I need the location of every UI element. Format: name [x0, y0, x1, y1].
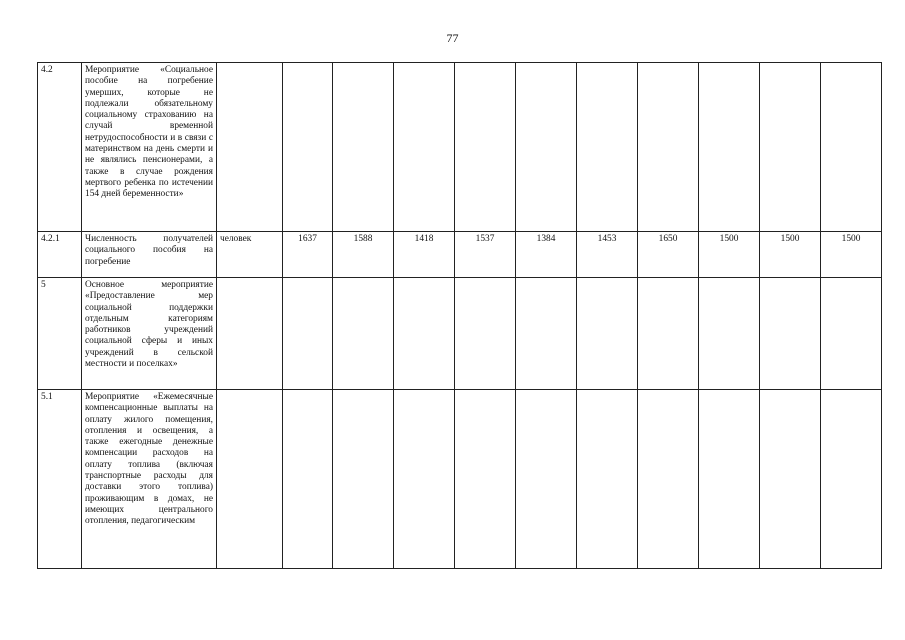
row-unit — [217, 390, 283, 569]
value-cell — [283, 278, 333, 390]
value-cell — [638, 390, 699, 569]
value-cell — [394, 390, 455, 569]
value-cell — [516, 278, 577, 390]
value-cell — [577, 278, 638, 390]
value-cell — [394, 278, 455, 390]
value-cell — [577, 390, 638, 569]
value-cell: 1537 — [455, 232, 516, 278]
table-row — [38, 390, 882, 569]
value-cell: 1453 — [577, 232, 638, 278]
value-cell — [455, 63, 516, 232]
row-unit: человек — [217, 232, 283, 278]
row-code: 5 — [38, 278, 82, 390]
value-cell: 1418 — [394, 232, 455, 278]
row-description: Основное мероприятие «Предоставление мер социальной поддержки отдельным категориям работников учреждений социальной сферы и иных учреждений в сельской местности и поселках» — [82, 278, 217, 390]
row-description: Мероприятие «Социальное пособие на погребение умерших, которые не подлежали обязательному социальному страхованию на случай временной нетрудоспособности и в связи с материнством на день смерти и не являлись пенсионерами, а также в случае рождения мертвого ребенка по истечении 154 дней беременности» — [82, 63, 217, 232]
value-cell — [638, 278, 699, 390]
value-cell: 1637 — [283, 232, 333, 278]
value-cell — [821, 390, 882, 569]
value-cell — [821, 63, 882, 232]
value-cell — [699, 278, 760, 390]
page-number: 77 — [446, 31, 459, 45]
value-cell — [455, 390, 516, 569]
value-cell: 1500 — [699, 232, 760, 278]
value-cell: 1650 — [638, 232, 699, 278]
value-cell — [699, 390, 760, 569]
value-cell — [699, 63, 760, 232]
row-code: 5.1 — [38, 390, 82, 569]
row-code: 4.2 — [38, 63, 82, 232]
row-description: Мероприятие «Ежемесячные компенсационные выплаты на оплату жилого помещения, отопления и освещения, а также ежегодные денежные компенсации расходов на оплату топлива (включая транспортные расходы для доставки этого топлива) проживающим в домах, не имеющих центрального отопления, педагогическим — [82, 390, 217, 569]
value-cell: 1588 — [333, 232, 394, 278]
value-cell — [283, 390, 333, 569]
row-description: Численность получателей социального пособия на погребение — [82, 232, 217, 278]
value-cell: 1384 — [516, 232, 577, 278]
table-row — [38, 63, 882, 232]
indicator-table — [37, 62, 882, 569]
row-unit — [217, 63, 283, 232]
row-code: 4.2.1 — [38, 232, 82, 278]
value-cell — [577, 63, 638, 232]
value-cell — [455, 278, 516, 390]
value-cell — [760, 278, 821, 390]
value-cell — [283, 63, 333, 232]
table-row — [38, 278, 882, 390]
value-cell — [516, 63, 577, 232]
value-cell — [638, 63, 699, 232]
table-row — [38, 232, 882, 278]
value-cell — [394, 63, 455, 232]
value-cell: 1500 — [760, 232, 821, 278]
value-cell: 1500 — [821, 232, 882, 278]
value-cell — [333, 63, 394, 232]
value-cell — [760, 390, 821, 569]
value-cell — [760, 63, 821, 232]
value-cell — [821, 278, 882, 390]
value-cell — [333, 390, 394, 569]
row-unit — [217, 278, 283, 390]
value-cell — [333, 278, 394, 390]
value-cell — [516, 390, 577, 569]
